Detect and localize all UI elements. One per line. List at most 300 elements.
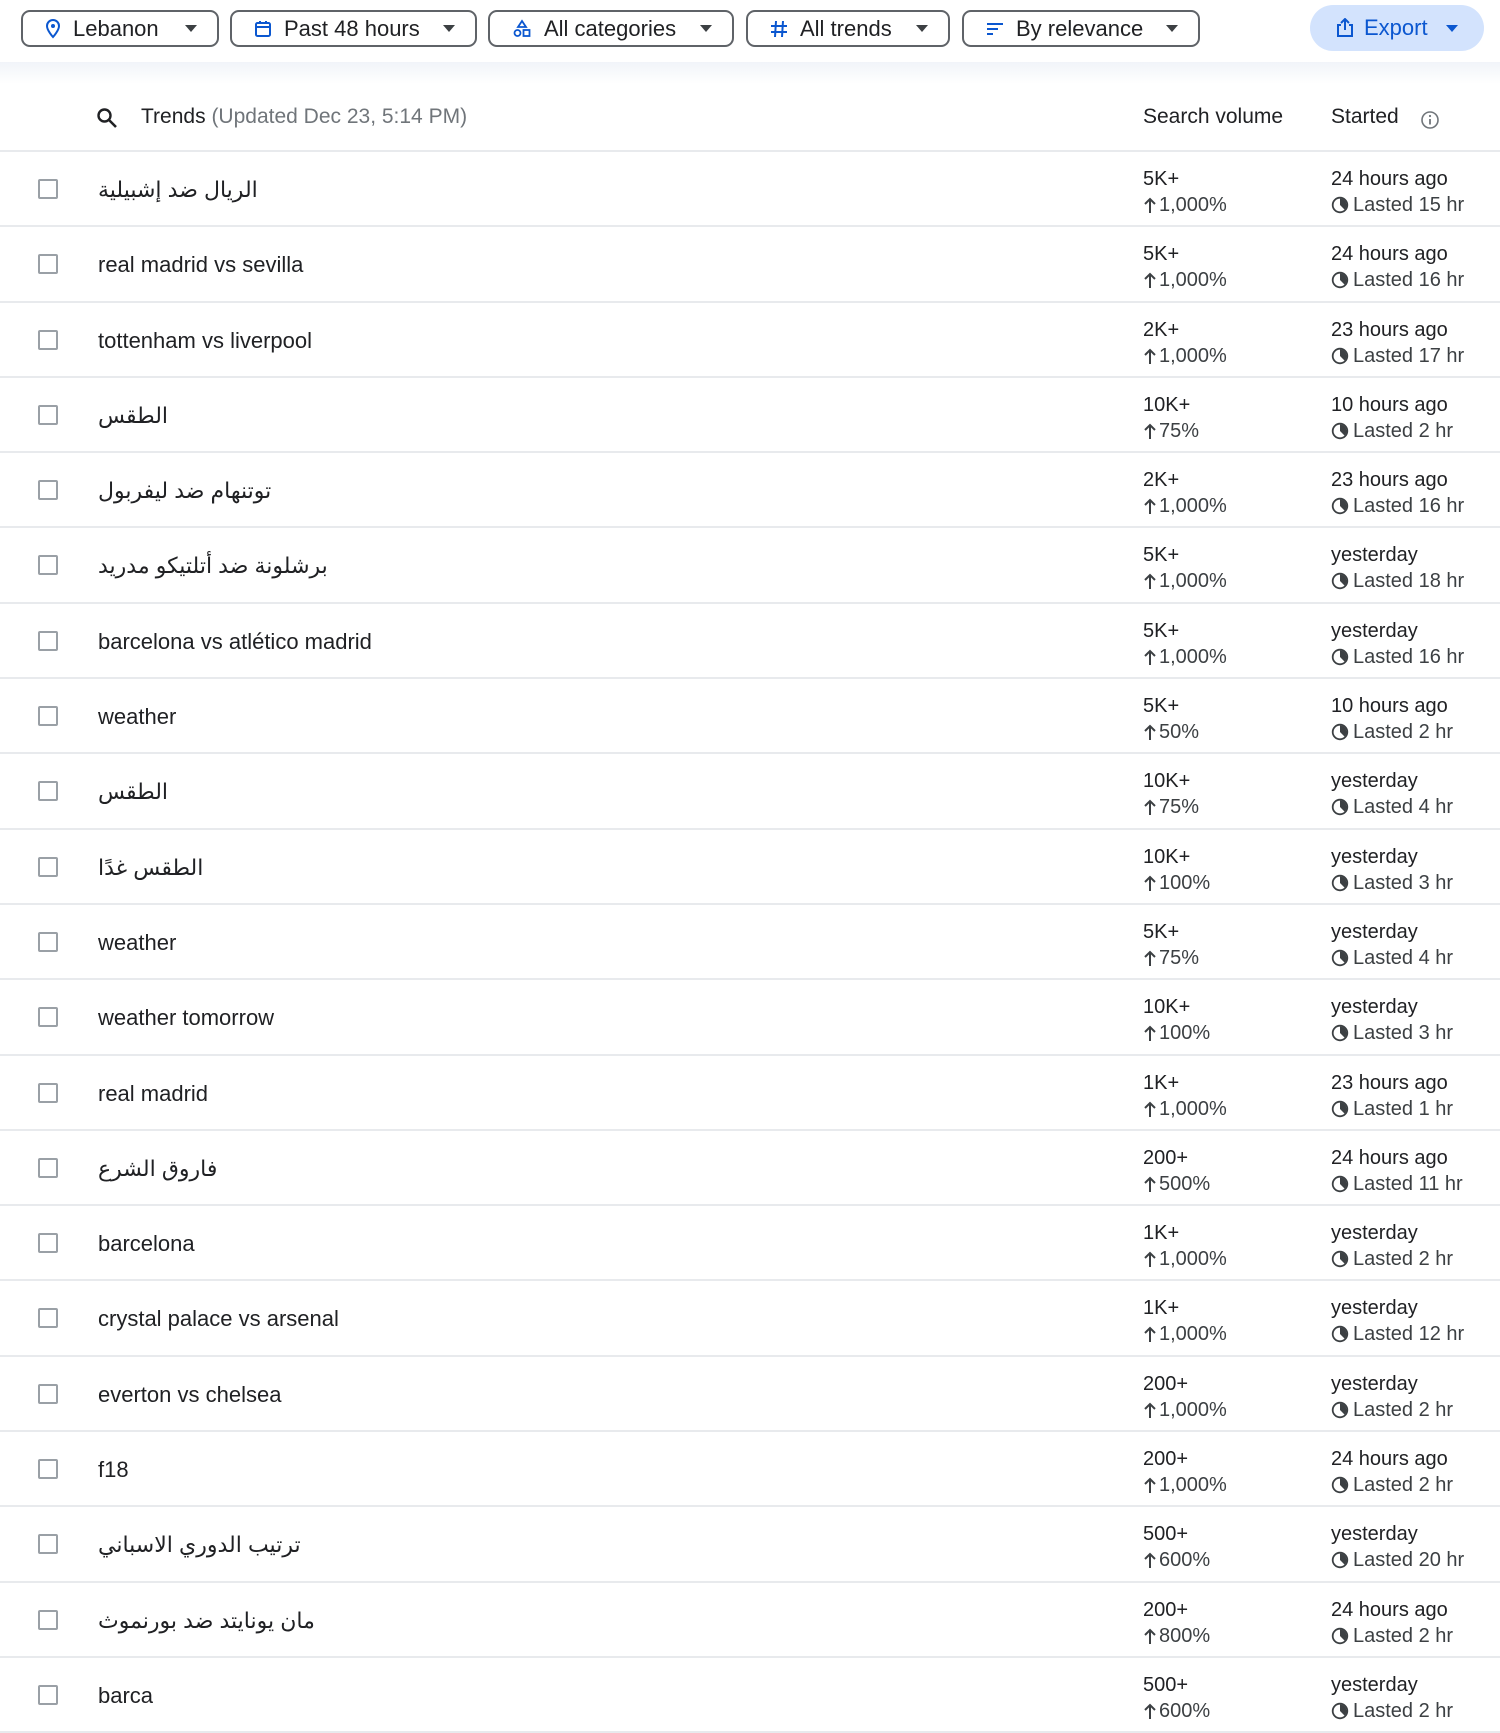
volume-change-value: 1,000% [1159,570,1227,593]
clock-icon [1331,1175,1349,1193]
row-checkbox[interactable] [38,1459,58,1479]
arrow-up-icon [1143,949,1157,967]
started-value: 23 hours ago [1331,469,1448,492]
volume-change-value: 1,000% [1159,269,1227,292]
trend-term[interactable]: barca [98,1682,154,1708]
search-volume-cell [1143,1672,1210,1724]
lasted-duration [1331,719,1453,745]
sort-lines-icon [986,22,1004,36]
search-volume-value: 200+ [1143,1448,1189,1471]
started-cell [1331,768,1453,820]
search-volume-cell [1143,1521,1210,1573]
table-row[interactable] [0,754,1500,829]
lasted-duration [1331,1397,1453,1423]
volume-change [1143,1472,1227,1498]
started-value: 24 hours ago [1331,1146,1448,1169]
arrow-up-icon [1143,798,1157,816]
volume-change [1143,1397,1227,1423]
row-checkbox[interactable] [38,1308,58,1328]
search-volume-value: 5K+ [1143,920,1180,943]
volume-change-value: 1,000% [1159,1248,1227,1271]
table-row[interactable] [0,1131,1500,1206]
volume-change-value: 75% [1159,946,1200,969]
chevron-down-icon [1166,25,1178,32]
search-volume-cell [1143,467,1227,519]
search-volume-cell [1143,1295,1227,1347]
clock-icon [1331,1325,1349,1343]
search-volume-cell [1143,693,1199,745]
search-volume-cell [1143,919,1199,971]
volume-change [1143,1020,1210,1046]
row-checkbox[interactable] [38,1233,58,1253]
trend-term[interactable]: الطقس [98,402,169,428]
search-volume-value: 10K+ [1143,845,1191,868]
lasted-value: Lasted 2 hr [1353,1624,1454,1647]
started-cell [1331,1521,1464,1573]
lasted-value: Lasted 20 hr [1353,1549,1465,1572]
volume-change [1143,343,1227,369]
started-header[interactable]: Started [1331,105,1399,128]
started-value: yesterday [1331,996,1418,1019]
table-row[interactable] [0,1583,1500,1658]
clock-icon [1331,196,1349,214]
lasted-value: Lasted 4 hr [1353,796,1454,819]
search-volume-value: 500+ [1143,1523,1189,1546]
row-checkbox[interactable] [38,1384,58,1404]
filter-toolbar [0,0,1500,70]
trend-term[interactable]: barcelona [98,1231,195,1257]
volume-change [1143,267,1227,293]
lasted-duration [1331,1246,1453,1272]
table-row[interactable] [0,830,1500,905]
search-icon[interactable] [95,106,119,130]
share-upload-icon [1336,18,1354,38]
trend-term[interactable]: weather [98,704,177,730]
lasted-duration [1331,1623,1453,1649]
clock-icon [1331,1250,1349,1268]
volume-change-value: 75% [1159,419,1200,442]
lasted-value: Lasted 16 hr [1353,645,1465,668]
clock-icon [1331,949,1349,967]
table-row[interactable] [0,1056,1500,1131]
table-row[interactable] [0,528,1500,603]
volume-change-value: 1,000% [1159,344,1227,367]
chevron-down-icon [185,25,197,32]
volume-change-value: 1,000% [1159,1398,1227,1421]
volume-change-value: 1,000% [1159,1323,1227,1346]
row-checkbox[interactable] [38,1158,58,1178]
search-volume-cell [1143,844,1210,896]
volume-change [1143,418,1199,444]
volume-change-value: 75% [1159,796,1200,819]
search-volume-value: 200+ [1143,1372,1189,1395]
arrow-up-icon [1143,648,1157,666]
started-cell [1331,467,1464,519]
started-cell [1331,1145,1463,1197]
search-volume-cell [1143,768,1199,820]
row-checkbox[interactable] [38,631,58,651]
volume-change [1143,1698,1210,1724]
sort-filter-label: By relevance [1016,15,1144,41]
volume-change [1143,794,1199,820]
table-row[interactable] [0,1507,1500,1582]
search-volume-cell [1143,1446,1227,1498]
row-checkbox[interactable] [38,254,58,274]
export-button[interactable] [1310,5,1484,51]
table-row[interactable] [0,679,1500,754]
search-volume-value: 200+ [1143,1598,1189,1621]
trend-term[interactable]: توتنهام ضد ليفربول [98,478,272,504]
started-value: 10 hours ago [1331,695,1448,718]
search-volume-cell [1143,618,1227,670]
category-filter-button[interactable] [488,10,734,47]
table-row[interactable] [0,905,1500,980]
arrow-up-icon [1143,271,1157,289]
lasted-duration [1331,1020,1453,1046]
updated-timestamp: (Updated Dec 23, 5:14 PM) [211,105,468,128]
started-value: yesterday [1331,770,1418,793]
search-volume-value: 5K+ [1143,619,1180,642]
volume-change [1143,870,1210,896]
search-volume-value: 5K+ [1143,168,1180,190]
lasted-duration [1331,267,1464,293]
lasted-value: Lasted 2 hr [1353,1474,1454,1497]
search-volume-value: 2K+ [1143,469,1180,492]
arrow-up-icon [1143,1325,1157,1343]
started-cell [1331,1597,1453,1649]
lasted-duration [1331,1547,1464,1573]
time-filter-button[interactable] [230,10,477,47]
started-cell [1331,1070,1453,1122]
trend-term[interactable]: weather [98,929,177,955]
lasted-value: Lasted 15 hr [1353,194,1465,216]
search-volume-cell [1143,994,1210,1046]
arrow-up-icon [1143,422,1157,440]
started-value: yesterday [1331,1222,1418,1245]
clock-icon [1331,1702,1349,1720]
row-checkbox[interactable] [38,1534,58,1554]
arrow-up-icon [1143,196,1157,214]
search-volume-value: 10K+ [1143,393,1191,416]
started-value: yesterday [1331,1523,1418,1546]
lasted-duration [1331,644,1464,670]
search-volume-value: 2K+ [1143,318,1180,341]
chevron-down-icon [916,25,928,32]
volume-change [1143,493,1227,519]
started-value: 24 hours ago [1331,168,1448,190]
arrow-up-icon [1143,1476,1157,1494]
search-volume-value: 1K+ [1143,1222,1180,1245]
category-filter-label: All categories [544,15,677,41]
volume-change [1143,1321,1227,1347]
trend-term[interactable]: فاروق الشرع [98,1155,218,1181]
started-value: yesterday [1331,845,1418,868]
lasted-value: Lasted 2 hr [1353,419,1454,442]
chevron-down-icon [700,25,712,32]
started-value: 23 hours ago [1331,318,1448,341]
row-checkbox[interactable] [38,480,58,500]
lasted-value: Lasted 2 hr [1353,1699,1454,1722]
arrow-up-icon [1143,874,1157,892]
trends-filter-label: All trends [800,15,892,41]
location-pin-icon [45,19,61,39]
volume-change-value: 1,000% [1159,1474,1227,1497]
trends-list [0,152,1500,1733]
arrow-up-icon [1143,1551,1157,1569]
arrow-up-icon [1143,1702,1157,1720]
search-volume-cell [1143,1597,1210,1649]
clock-icon [1331,497,1349,515]
sort-filter-button[interactable] [962,10,1200,47]
lasted-duration [1331,1171,1463,1197]
trend-term[interactable]: برشلونة ضد أتلتيكو مدريد [98,553,328,579]
lasted-duration [1331,870,1453,896]
trend-term[interactable]: الطقس غدًا [98,854,204,880]
clock-icon [1331,1024,1349,1042]
lasted-value: Lasted 3 hr [1353,871,1454,894]
arrow-up-icon [1143,347,1157,365]
lasted-value: Lasted 2 hr [1353,1248,1454,1271]
row-checkbox[interactable] [38,405,58,425]
search-volume-value: 10K+ [1143,996,1191,1019]
started-cell [1331,317,1464,369]
clock-icon [1331,723,1349,741]
started-cell [1331,1220,1453,1272]
started-value: 10 hours ago [1331,393,1448,416]
table-row[interactable] [0,152,1500,227]
row-checkbox[interactable] [38,857,58,877]
row-checkbox[interactable] [38,1685,58,1705]
trend-term[interactable]: weather tomorrow [98,1005,275,1031]
volume-change-value: 600% [1159,1699,1211,1722]
started-value: yesterday [1331,1372,1418,1395]
lasted-duration [1331,1096,1453,1122]
search-volume-value: 5K+ [1143,695,1180,718]
started-cell [1331,1295,1464,1347]
search-volume-cell [1143,392,1199,444]
export-label: Export [1364,15,1428,40]
trend-term[interactable]: everton vs chelsea [98,1381,282,1407]
lasted-value: Lasted 16 hr [1353,495,1465,518]
lasted-duration [1331,568,1464,594]
started-value: yesterday [1331,920,1418,943]
volume-change-value: 800% [1159,1624,1211,1647]
trend-term[interactable]: مان يونايتد ضد بورنموث [98,1607,315,1633]
calendar-icon [254,20,272,38]
volume-change [1143,644,1227,670]
volume-change-value: 600% [1159,1549,1211,1572]
lasted-duration [1331,945,1453,971]
volume-change [1143,1171,1210,1197]
row-checkbox[interactable] [38,781,58,801]
volume-change [1143,568,1227,594]
volume-change-value: 500% [1159,1172,1211,1195]
info-icon[interactable] [1420,110,1440,130]
started-value: 24 hours ago [1331,1598,1448,1621]
clock-icon [1331,422,1349,440]
lasted-value: Lasted 1 hr [1353,1097,1454,1120]
started-cell [1331,1371,1453,1423]
location-filter-label: Lebanon [73,15,159,41]
search-volume-cell [1143,1371,1227,1423]
lasted-duration [1331,418,1453,444]
row-checkbox[interactable] [38,179,58,199]
trends-title [141,105,467,129]
started-value: yesterday [1331,1297,1418,1320]
volume-change [1143,1246,1227,1272]
trend-term[interactable]: ترتيب الدوري الاسباني [98,1532,301,1558]
table-row[interactable] [0,980,1500,1055]
lasted-value: Lasted 16 hr [1353,269,1465,292]
search-volume-cell [1143,241,1227,293]
row-checkbox[interactable] [38,706,58,726]
volume-change [1143,1623,1210,1649]
volume-change-value: 1,000% [1159,495,1227,518]
started-cell [1331,1672,1453,1724]
lasted-duration [1331,1472,1453,1498]
volume-change [1143,719,1199,745]
lasted-duration [1331,192,1464,218]
arrow-up-icon [1143,723,1157,741]
started-value: 23 hours ago [1331,1071,1448,1094]
trends-title-text: Trends [141,105,206,128]
arrow-up-icon [1143,1401,1157,1419]
row-checkbox[interactable] [38,1610,58,1630]
started-cell [1331,542,1464,594]
table-header [0,84,1500,152]
location-filter-button[interactable] [21,10,219,47]
arrow-up-icon [1143,1627,1157,1645]
search-volume-cell [1143,1220,1227,1272]
table-row[interactable] [0,1658,1500,1733]
lasted-duration [1331,493,1464,519]
clock-icon [1331,1627,1349,1645]
search-volume-value: 10K+ [1143,770,1191,793]
started-cell [1331,618,1464,670]
lasted-value: Lasted 17 hr [1353,344,1465,367]
trend-term[interactable]: f18 [98,1457,129,1483]
trend-term[interactable]: real madrid vs sevilla [98,252,304,278]
started-value: 24 hours ago [1331,243,1448,266]
search-volume-value: 1K+ [1143,1297,1180,1320]
row-checkbox[interactable] [38,330,58,350]
arrow-up-icon [1143,1100,1157,1118]
row-checkbox[interactable] [38,932,58,952]
started-value: yesterday [1331,544,1418,567]
search-volume-value: 200+ [1143,1146,1189,1169]
row-checkbox[interactable] [38,555,58,575]
table-row[interactable] [0,453,1500,528]
clock-icon [1331,271,1349,289]
table-row[interactable] [0,227,1500,302]
lasted-duration [1331,794,1453,820]
search-volume-cell [1143,317,1227,369]
trend-term[interactable]: real madrid [98,1080,209,1106]
started-cell [1331,166,1464,218]
trends-filter-button[interactable] [746,10,950,47]
arrow-up-icon [1143,1250,1157,1268]
volume-change [1143,945,1199,971]
trend-term[interactable]: الريال ضد إشبيلية [98,177,258,202]
table-row[interactable] [0,1432,1500,1507]
clock-icon [1331,1476,1349,1494]
search-volume-cell [1143,1070,1227,1122]
clock-icon [1331,648,1349,666]
search-volume-value: 500+ [1143,1673,1189,1696]
started-value: yesterday [1331,1673,1418,1696]
table-row[interactable] [0,1357,1500,1432]
lasted-value: Lasted 2 hr [1353,1398,1454,1421]
volume-change [1143,1096,1227,1122]
started-value: 24 hours ago [1331,1448,1448,1471]
clock-icon [1331,572,1349,590]
arrow-up-icon [1143,572,1157,590]
search-volume-value: 5K+ [1143,544,1180,567]
clock-icon [1331,1100,1349,1118]
lasted-value: Lasted 11 hr [1353,1172,1463,1195]
trend-term[interactable]: الطقس [98,779,169,805]
search-volume-cell [1143,1145,1210,1197]
table-row[interactable] [0,1281,1500,1356]
clock-icon [1331,1401,1349,1419]
started-cell [1331,919,1453,971]
trend-term[interactable]: barcelona vs atlético madrid [98,628,372,654]
started-cell [1331,1446,1453,1498]
volume-change-value: 1,000% [1159,194,1227,216]
started-value: yesterday [1331,619,1418,642]
search-volume-cell [1143,166,1227,218]
search-volume-cell [1143,542,1227,594]
arrow-up-icon [1143,1024,1157,1042]
clock-icon [1331,874,1349,892]
volume-change [1143,1547,1210,1573]
arrow-up-icon [1143,1175,1157,1193]
volume-change-value: 50% [1159,721,1200,744]
table-row[interactable] [0,604,1500,679]
table-row[interactable] [0,1206,1500,1281]
lasted-value: Lasted 12 hr [1353,1323,1465,1346]
table-row[interactable] [0,378,1500,453]
lasted-duration [1331,343,1464,369]
table-row[interactable] [0,303,1500,378]
search-volume-value: 5K+ [1143,243,1180,266]
toolbar-shadow [0,62,1500,84]
search-volume-header[interactable]: Search volume [1143,105,1284,128]
hashtag-icon [770,20,788,38]
trend-term[interactable]: tottenham vs liverpool [98,327,312,353]
clock-icon [1331,1551,1349,1569]
started-cell [1331,994,1453,1046]
volume-change-value: 1,000% [1159,645,1227,668]
started-cell [1331,392,1453,444]
started-cell [1331,844,1453,896]
arrow-up-icon [1143,497,1157,515]
lasted-value: Lasted 18 hr [1353,570,1465,593]
lasted-duration [1331,1321,1464,1347]
search-volume-value: 1K+ [1143,1071,1180,1094]
category-shapes-icon [512,19,532,39]
chevron-down-icon [443,25,455,32]
started-cell [1331,693,1453,745]
row-checkbox[interactable] [38,1083,58,1103]
row-checkbox[interactable] [38,1007,58,1027]
volume-change-value: 100% [1159,871,1211,894]
lasted-duration [1331,1698,1453,1724]
chevron-down-icon [1446,25,1458,32]
volume-change-value: 100% [1159,1022,1211,1045]
clock-icon [1331,798,1349,816]
trend-term[interactable]: crystal palace vs arsenal [98,1306,339,1332]
